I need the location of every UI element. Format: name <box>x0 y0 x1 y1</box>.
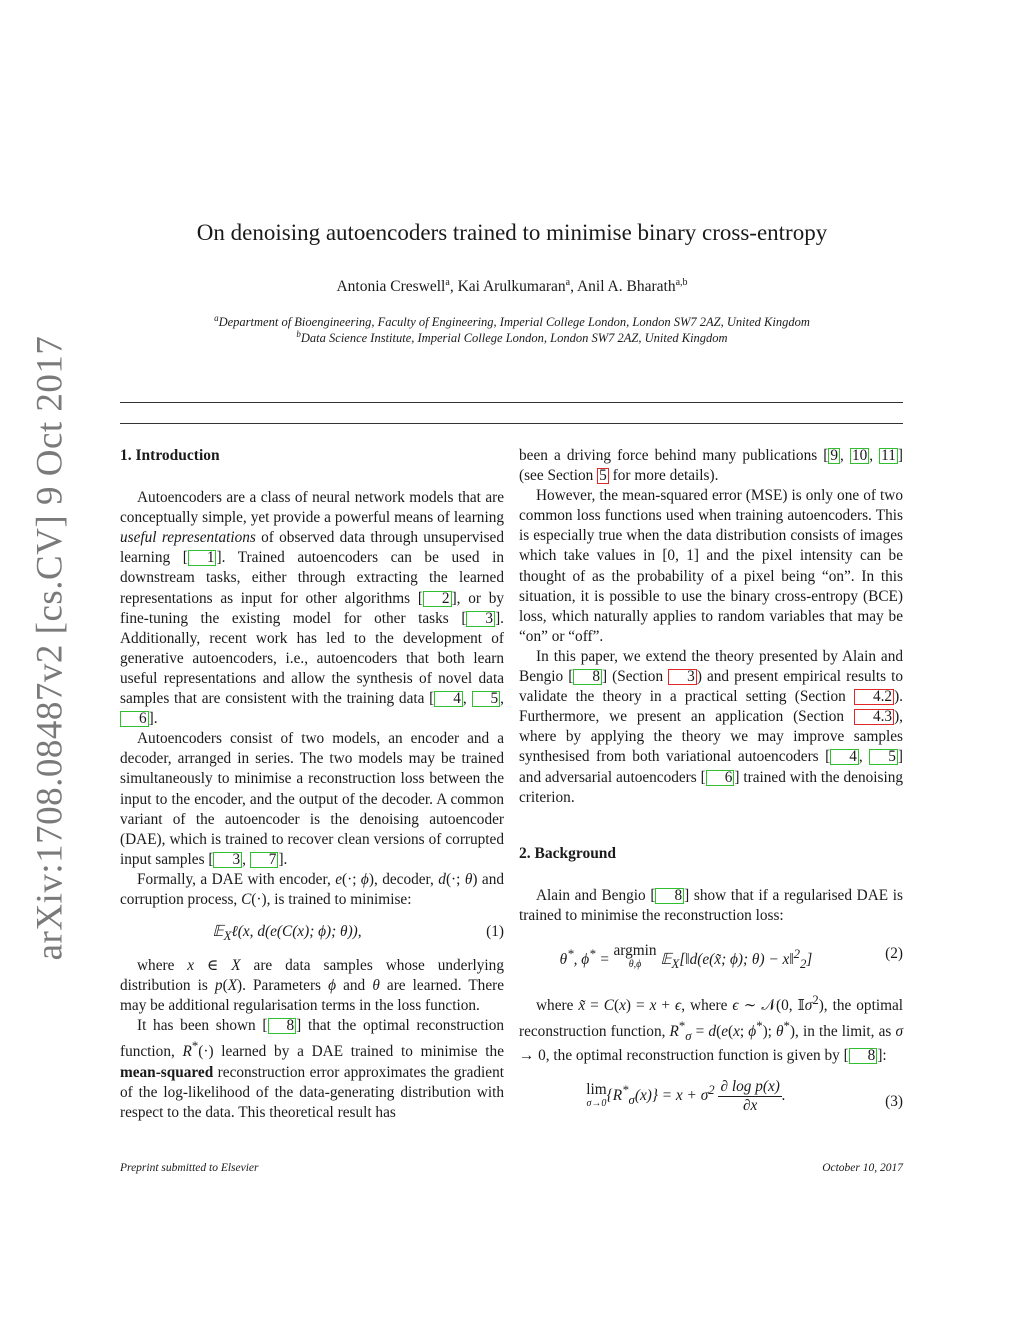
paper-title: On denoising autoencoders trained to minimise binary cross-entropy <box>196 220 828 245</box>
citation-link[interactable]: 1 <box>188 550 217 566</box>
citation-link[interactable]: 7 <box>250 852 279 868</box>
section-link[interactable]: 4.3 <box>854 709 894 725</box>
citation-link[interactable]: 9 <box>830 447 839 464</box>
intro-paragraph-5: It has been shown [ 8 ] that the optimal reconstruction function, R*(·) learned by a DAE trained to minimise the mean-squared reconstruction error approximates the gradient of the log-likelihood of the data-generating distribution with respect to the data. This theoretical result has <box>120 1017 504 1121</box>
affiliation-b <box>0 329 1024 346</box>
author-name: Kai Arulkumaran <box>457 278 566 296</box>
intro-paragraph-5-continued: been a driving force behind many publications [ 9 , 10 , 11 ] (see Section 5 for more details). <box>519 447 903 485</box>
background-paragraph-1: Alain and Bengio [ 8 ] show that if a regularised DAE is trained to minimise the reconstruction loss: <box>519 886 904 924</box>
author-name: Antonia Creswell <box>336 278 446 296</box>
author-name: Anil A. Bharath <box>576 278 676 296</box>
arxiv-side-stamp: arXiv:1708.08487v2 [cs.CV] 9 Oct 2017 <box>29 335 71 961</box>
equation-number: (1) <box>486 923 504 941</box>
citation-link[interactable]: 5 <box>869 749 898 765</box>
citation-link[interactable]: 4 <box>434 691 463 707</box>
equation-number: (2) <box>885 944 903 962</box>
citation-link[interactable]: 5 <box>472 691 501 707</box>
citation-link[interactable]: 3 <box>466 611 495 627</box>
citation-link[interactable]: 8 <box>849 1048 878 1064</box>
intro-paragraph-7: In this paper, we extend the theory presented by Alain and Bengio [ 8 ] (Section 3 ) and present empirical results to validate the theory in a practical setting (Section 4.2 ). Furthermore, we present an application (Section 4.3 ), where by applying the theory we may improve samples synthesised from both variational autoencoders [ 4 , 5 ] and adversarial autoencoders [ 6 ] trained with the denoising criterion. <box>519 647 903 806</box>
citation-link[interactable]: 2 <box>423 591 452 607</box>
equation-3: lim σ→0 $\{R^*_\sigma(x)\} = x + \sigma^2$ $\frac{\text{∂ log p(x)}}{\partial x}$ . (3) <box>586 1078 903 1115</box>
citation-link[interactable]: 8 <box>268 1018 297 1034</box>
header-rule-bottom <box>120 423 903 424</box>
background-paragraph-2: where x̃ = C(x) = x + ϵ, where ϵ ∼ 𝒩(0, 𝕀σ$^2$), the optimal reconstruction function, $R^*_\sigma = d(e(x$; ϕ*); θ*), in the limit, as σ → 0, the optimal reconstruction function is given by [ 8 ]: <box>519 992 904 1065</box>
right-column <box>519 446 903 1138</box>
author-sup: a,b <box>675 277 688 288</box>
section-link[interactable]: 4.2 <box>854 689 894 705</box>
section-heading-introduction: 1. Introduction <box>120 447 220 464</box>
intro-paragraph-2: Autoencoders consist of two models, an encoder and a decoder, arranged in series. The two models may be trained simultaneously to minimise a reconstruction loss between the input to the encoder, and the output of the decoder. A common variant of the autoencoder is the denoising autoencoder (DAE), which is trained to recover clean versions of corrupted input samples [ 3 , 7 ]. <box>120 730 504 868</box>
citation-link[interactable]: 10 <box>851 447 868 464</box>
author-sup: a <box>565 277 571 288</box>
section-heading-background: 2. Background <box>519 844 617 862</box>
equation-2: θ*, ϕ* = argmin θ,ϕ 𝔼$_X$[‖d(e(x̃; ϕ); θ) − x‖$^2_2$] (2) <box>559 941 903 972</box>
equation-number: (3) <box>885 1093 903 1111</box>
citation-link[interactable]: 3 <box>213 852 242 868</box>
section-link[interactable]: 3 <box>668 669 697 685</box>
intro-paragraph-1: Autoencoders are a class of neural network models that are conceptually simple, yet provide a powerful means of learning useful representations of observed data through unsupervised learning [ 1 ]. Trained autoencoders can be used in downstream tasks, either through extracting the learned representations as input for other algorithms [ 2 ], or by fine-tuning the existing model for other tasks [ 3 ]. Additionally, recent work has led to the development of generative autoencoders, i.e., autoencoders that both learn useful representations and allow the synthesis of novel data samples that are consistent with the training data [ 4 , 5 , 6 ]. <box>120 489 504 728</box>
affiliation-a <box>0 313 1024 330</box>
section-link[interactable]: 5 <box>599 467 607 485</box>
footer-preprint-note: Preprint submitted to Elsevier <box>120 1162 259 1174</box>
intro-paragraph-6: However, the mean-squared error (MSE) is only one of two common loss functions used when training autoencoders. This is especially true when the data distribution consists of images which take values in [0, 1] and the pixel intensity can be thought of as the probability of a pixel being “on”. In this situation, it is possible to use the binary cross-entropy (BCE) loss, which naturally applies to random variables that may be “on” or “off”. <box>519 487 903 645</box>
affiliation-text: Data Science Institute, Imperial College London, London SW7 2AZ, United Kingdom <box>300 331 728 346</box>
author-sup: a <box>445 277 450 288</box>
author-list: Antonia Creswell$^a$, Kai Arulkumaran$^a$, Anil A. Bharath$^{a,b}$ <box>336 277 688 296</box>
intro-paragraph-3: Formally, a DAE with encoder, e(·; ϕ), decoder, d(·; θ) and corruption process, C(·), is trained to minimise: <box>120 870 504 908</box>
citation-link[interactable]: 6 <box>706 770 735 786</box>
citation-link[interactable]: 11 <box>881 447 896 464</box>
affiliation-text: Department of Bioengineering, Faculty of Engineering, Imperial College London, London SW7 2AZ, United Kingdom <box>218 315 810 330</box>
left-column <box>120 446 504 1123</box>
affiliation-sup: b <box>296 329 301 339</box>
intro-paragraph-4: where x ∈ X are data samples whose underlying distribution is p(X). Parameters ϕ and θ are learned. There may be additional regularisation terms in the loss function. <box>120 957 504 1015</box>
citation-link[interactable]: 8 <box>655 888 684 904</box>
citation-link[interactable]: 6 <box>120 711 149 727</box>
affiliation-sup: a <box>214 313 219 323</box>
citation-link[interactable]: 4 <box>830 749 859 765</box>
header-rule-top <box>120 402 903 403</box>
footer-date: October 10, 2017 <box>822 1162 903 1174</box>
equation-1: 𝔼$_X$ℓ(x, d(e(C(x); ϕ); θ)), (1) <box>212 923 504 944</box>
citation-link[interactable]: 8 <box>573 669 602 685</box>
